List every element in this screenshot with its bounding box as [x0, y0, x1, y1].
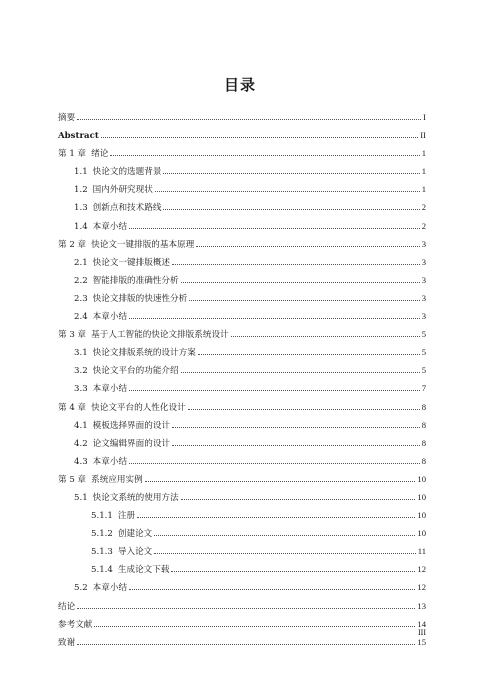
toc-entry[interactable] [58, 379, 426, 397]
toc-entry-page: I [423, 112, 426, 122]
toc-entry-number: 4.1 [74, 420, 88, 431]
toc-entry-number: 第 5 章 [58, 474, 87, 485]
toc-entry[interactable] [58, 398, 426, 416]
toc-dot-leader [145, 481, 416, 482]
toc-entry-number: 2.3 [74, 293, 88, 304]
toc-entry-number: 5.1.4 [91, 565, 113, 576]
toc-entry[interactable] [58, 597, 426, 615]
toc-dot-leader [94, 626, 415, 627]
toc-entry[interactable] [58, 524, 426, 542]
toc-entry-page: 3 [421, 238, 426, 249]
toc-entry-number: 1.2 [74, 185, 88, 196]
toc-entry-title: 摘要 [58, 113, 76, 123]
toc-entry-number: 1.1 [74, 167, 88, 178]
toc-entry-number: 第 2 章 [58, 239, 87, 250]
toc-dot-leader [154, 553, 415, 554]
toc-entry-page: 1 [421, 184, 426, 195]
toc-entry-page: 10 [417, 473, 426, 484]
toc-entry[interactable] [58, 542, 426, 560]
toc-entry-title: 本章小结 [92, 456, 128, 467]
toc-entry-page: 13 [417, 600, 426, 611]
toc-entry-page: 5 [421, 365, 426, 376]
toc-entry-page: 3 [421, 256, 426, 267]
toc-entry[interactable] [58, 162, 426, 180]
toc-entry-page: 8 [421, 437, 426, 448]
toc-entry-page: 7 [421, 383, 426, 394]
toc-entry-title: 结论 [58, 601, 76, 612]
toc-entry-page: 3 [421, 292, 426, 303]
toc-entry[interactable] [58, 253, 426, 271]
toc-entry-number: 3.2 [74, 366, 88, 377]
toc-entry-title: 快论文系统的使用方法 [92, 492, 179, 503]
toc-dot-leader [172, 445, 420, 446]
toc-entry[interactable] [58, 325, 426, 343]
toc-entry-title: 快论文平台的人性化设计 [91, 402, 186, 413]
toc-title: 目录 [223, 76, 256, 94]
toc-entry[interactable] [58, 307, 426, 325]
toc-entry[interactable] [58, 506, 426, 524]
toc-entry[interactable] [58, 289, 426, 307]
toc-entry-title: 论文编辑界面的设计 [92, 438, 171, 449]
toc-entry-page: 8 [421, 419, 426, 430]
table-of-contents [58, 108, 426, 651]
toc-dot-leader [172, 264, 420, 265]
toc-entry[interactable] [58, 198, 426, 216]
toc-entry[interactable] [58, 434, 426, 452]
toc-dot-leader [154, 535, 415, 536]
toc-entry-page: 11 [417, 546, 426, 557]
toc-entry-number: 1.4 [74, 221, 88, 232]
toc-dot-leader [129, 318, 420, 319]
toc-entry-number: 第 4 章 [58, 402, 87, 413]
toc-dot-leader [77, 608, 415, 609]
toc-entry-page: 1 [421, 148, 426, 159]
toc-dot-leader [163, 209, 419, 210]
toc-entry-title: 致谢 [58, 637, 76, 648]
toc-entry-number: 3.1 [74, 348, 88, 359]
toc-entry[interactable] [58, 452, 426, 470]
toc-entry[interactable] [58, 578, 426, 596]
toc-entry[interactable] [58, 343, 426, 361]
toc-entry-page: 8 [421, 455, 426, 466]
toc-entry-title: 快论文一键排版概述 [92, 257, 171, 268]
toc-entry-page: 10 [417, 510, 426, 521]
toc-dot-leader [181, 372, 420, 373]
toc-entry-page: 14 [417, 618, 426, 629]
toc-entry-number: 5.1.3 [91, 547, 113, 558]
toc-entry[interactable] [58, 271, 426, 289]
toc-entry-page: 2 [421, 202, 426, 213]
toc-entry-title: 国内外研究现状 [92, 185, 153, 196]
toc-entry-title: 系统应用实例 [91, 474, 143, 485]
toc-entry-title: 模板选择界面的设计 [92, 420, 171, 431]
toc-dot-leader [129, 228, 420, 229]
toc-dot-leader [155, 191, 420, 192]
toc-entry-title: 本章小结 [92, 583, 128, 594]
toc-entry-page: 3 [421, 274, 426, 285]
toc-dot-leader [101, 137, 418, 138]
toc-entry-title: 参考文献 [58, 619, 93, 630]
toc-dot-leader [188, 409, 420, 410]
toc-dot-leader [181, 282, 420, 283]
toc-entry-page: 3 [421, 311, 426, 322]
toc-entry-page: 1 [421, 166, 426, 177]
toc-entry-title: 创新点和技术路线 [92, 203, 162, 214]
toc-entry[interactable] [58, 108, 426, 126]
toc-entry-page: 12 [417, 564, 426, 575]
toc-entry-page: 15 [417, 636, 426, 647]
toc-dot-leader [129, 463, 420, 464]
toc-entry-number: 3.3 [74, 384, 88, 395]
toc-dot-leader [110, 155, 419, 156]
toc-dot-leader [137, 517, 415, 518]
toc-dot-leader [198, 354, 420, 355]
toc-dot-leader [231, 336, 420, 337]
toc-entry-number: 第 3 章 [58, 330, 87, 341]
toc-entry-number: 2.1 [74, 257, 88, 268]
toc-entry-page: 5 [421, 347, 426, 358]
toc-entry-title: 智能排版的准确性分析 [92, 275, 179, 286]
toc-entry-number: 1.3 [74, 203, 88, 214]
toc-entry-title: 快论文排版的快速性分析 [92, 293, 188, 304]
toc-entry-number: 5.1.2 [91, 529, 113, 540]
toc-entry-title: 创建论文 [117, 529, 153, 540]
toc-entry[interactable] [58, 180, 426, 198]
toc-entry-page: 8 [421, 401, 426, 412]
toc-entry[interactable] [58, 126, 426, 144]
toc-entry[interactable] [58, 235, 426, 253]
toc-entry[interactable] [58, 144, 426, 162]
toc-entry-page: II [420, 130, 426, 141]
toc-entry[interactable] [58, 615, 426, 633]
toc-dot-leader [181, 499, 416, 500]
toc-entry[interactable] [58, 361, 426, 379]
toc-entry-number: 5.1 [74, 492, 88, 503]
toc-entry[interactable] [58, 633, 426, 651]
toc-entry-page: 2 [421, 220, 426, 231]
toc-entry-number: 2.4 [74, 312, 88, 323]
toc-entry-number: 第 1 章 [58, 149, 87, 160]
page-number: III [418, 628, 426, 637]
toc-entry-title: 注册 [117, 511, 136, 522]
toc-entry-page: 10 [417, 528, 426, 539]
toc-entry[interactable] [58, 416, 426, 434]
toc-dot-leader [77, 644, 415, 645]
toc-dot-leader [172, 427, 420, 428]
toc-entry-number: 2.2 [74, 275, 88, 286]
toc-entry-title: 快论文排版系统的设计方案 [92, 348, 196, 359]
toc-entry-title: 快论文的选题背景 [92, 167, 162, 178]
toc-entry[interactable] [58, 470, 426, 488]
toc-entry-title: 基于人工智能的快论文排版系统设计 [91, 330, 229, 341]
toc-entry-number: 5.1.1 [91, 511, 113, 522]
toc-entry-number: 4.3 [74, 456, 88, 467]
toc-entry-page: 10 [417, 491, 426, 502]
toc-entry-number: 5.2 [74, 583, 88, 594]
toc-entry-page: 12 [417, 582, 426, 593]
toc-dot-leader [171, 571, 415, 572]
toc-dot-leader [189, 300, 419, 301]
toc-dot-leader [129, 589, 415, 590]
toc-entry[interactable] [58, 560, 426, 578]
toc-entry-title: 快论文一键排版的基本原理 [91, 239, 195, 250]
toc-entry[interactable] [58, 217, 426, 235]
toc-entry-title: 本章小结 [92, 312, 128, 323]
toc-entry-title: 生成论文下载 [117, 565, 170, 576]
toc-entry-title: 本章小结 [92, 384, 128, 395]
toc-entry-number: 4.2 [74, 438, 88, 449]
toc-entry[interactable] [58, 488, 426, 506]
toc-entry-page: 5 [421, 329, 426, 340]
toc-entry-title: 快论文平台的功能介绍 [92, 366, 179, 377]
toc-entry-title: 本章小结 [92, 221, 128, 232]
toc-entry-title: Abstract [58, 131, 99, 142]
toc-dot-leader [129, 390, 420, 391]
toc-dot-leader [77, 119, 421, 120]
toc-dot-leader [196, 246, 419, 247]
toc-entry-title: 绪论 [91, 149, 109, 160]
toc-dot-leader [163, 173, 419, 174]
toc-entry-title: 导入论文 [117, 547, 153, 558]
